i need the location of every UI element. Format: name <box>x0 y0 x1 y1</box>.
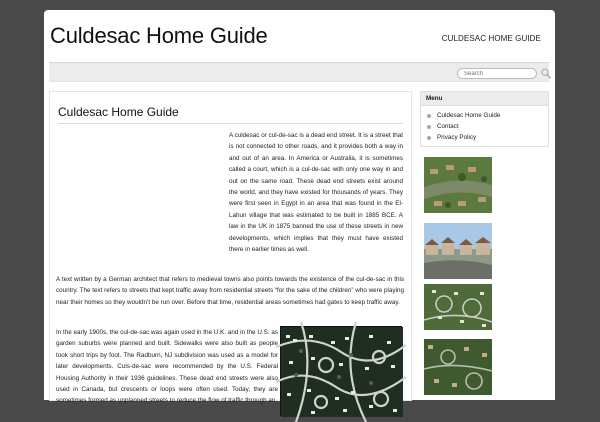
search-icon[interactable] <box>541 68 551 79</box>
search-bar <box>49 62 549 82</box>
sidebar <box>420 91 549 147</box>
article-paragraph: A culdesac or cul-de-sac is a dead end street. It is a street that is not connected to other roads, and it provides both a way in and out of an area. In America or Australia, it is sometimes called a court, which is a cul-de-sac with only one way in and out on the same road. These dead end streets exist around the world, and they have existed for thousands of years. They were first seen in Egypt in an area that was found in the El-Lahun village that was estimated to be built in 1885 BCE. A law in the UK in 1875 banned the use of these streets in new developments, which implies that they must have existed there in earlier times as well. <box>229 132 403 254</box>
page-wrapper <box>44 10 555 405</box>
search-input[interactable] <box>457 68 537 79</box>
article-paragraph: In the early 1900s, the cul-de-sac was again used in the U.K. and in the U.S. as garden suburbs were planned and built. Sidewalks were also built as people took short trips by foot. The Radburn, NJ subdivision was used as a model for later developments. Culs-de-sac were recommended by the U.S. Federal Housing Authority in their 1936 guidelines. These dead end streets were also used in Canada, but crescents or loops were often used. Today, they are sometimes formed as unplanned streets to reduce the flow of traffic through an <box>56 329 278 405</box>
sidebar-thumbnail-image[interactable] <box>424 223 492 279</box>
sidebar-thumbnail-image[interactable] <box>424 157 492 213</box>
menu-title: Menu <box>421 92 548 106</box>
sidebar-thumbnail-image[interactable] <box>424 339 492 395</box>
sidebar-item-privacy-policy[interactable]: Privacy Policy <box>427 132 542 143</box>
sidebar-item-home[interactable]: Culdesac Home Guide <box>427 110 542 121</box>
sidebar-thumbnail-image[interactable] <box>424 284 492 340</box>
aerial-subdivision-photo <box>280 326 402 416</box>
sidebar-item-contact[interactable]: Contact <box>427 121 542 132</box>
sidebar-menu <box>420 91 549 147</box>
main-content <box>49 91 412 405</box>
page-title: Culdesac Home Guide <box>58 105 403 124</box>
nav-link-home[interactable]: CULDESAC HOME GUIDE <box>441 34 541 43</box>
site-title[interactable]: Culdesac Home Guide <box>50 23 268 48</box>
article-paragraph: A text written by a German architect that refers to medieval towns also points towards the existence of the cul-de-sac in this country. The text refers to streets that kept traffic away from residential streets “for the sake of the children” who were playing near their homes so they wouldn’t be run over. Before that time, residential areas sometimes had gates to keep traffic away. <box>56 276 404 306</box>
